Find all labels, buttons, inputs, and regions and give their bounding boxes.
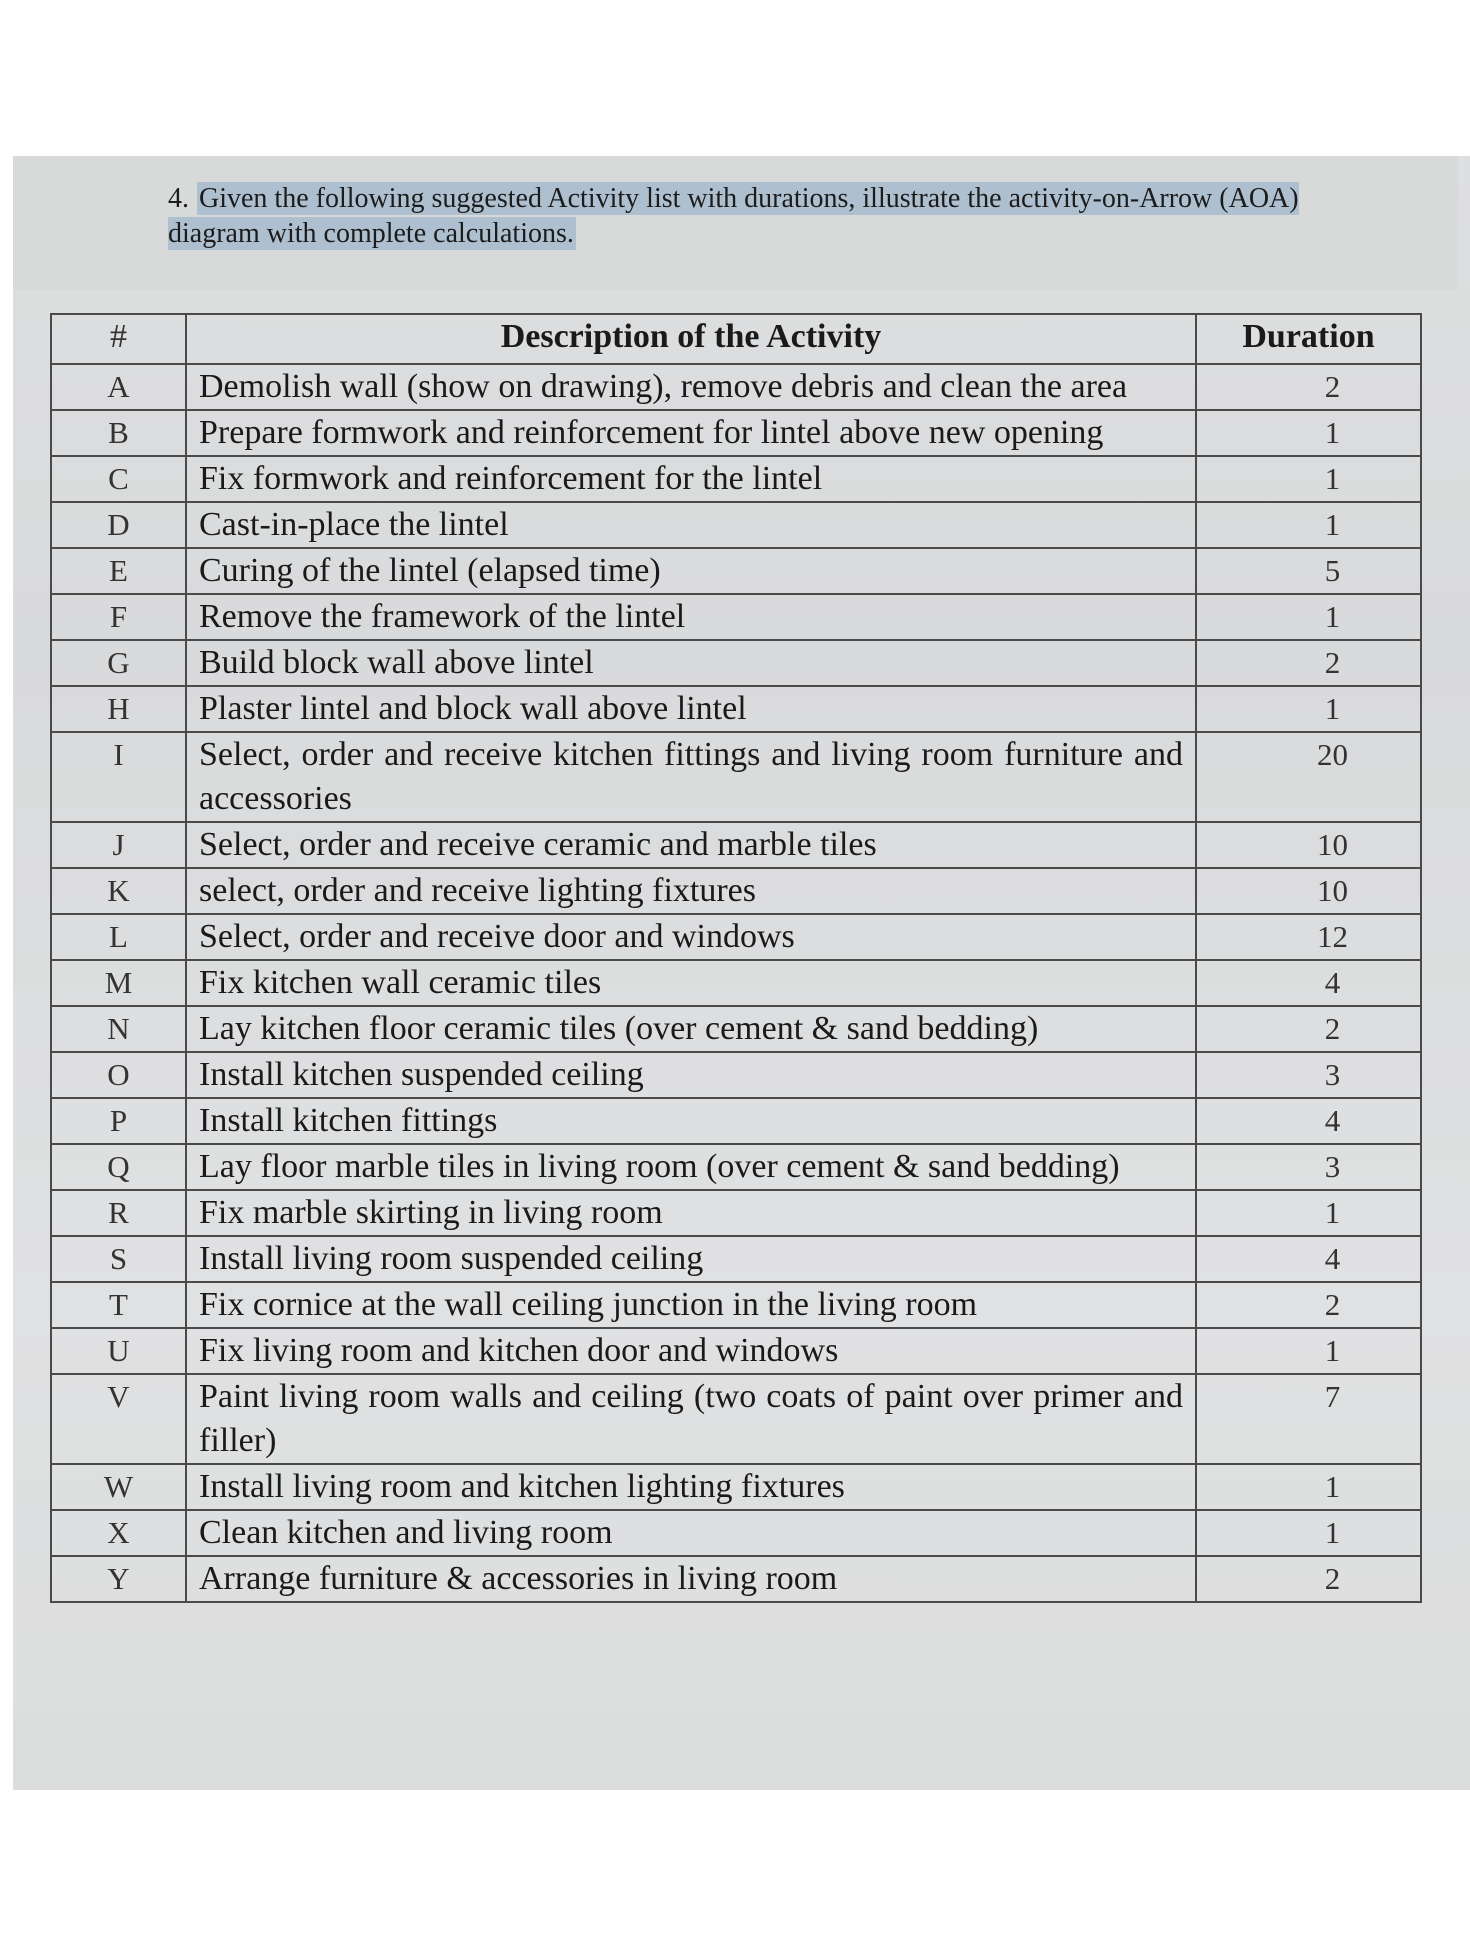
activity-id: T: [51, 1282, 186, 1328]
activity-description: Install kitchen fittings: [186, 1098, 1196, 1144]
activity-description: Fix living room and kitchen door and windows: [186, 1328, 1196, 1374]
activity-id: S: [51, 1236, 186, 1282]
activity-id: P: [51, 1098, 186, 1144]
activity-id: M: [51, 960, 186, 1006]
activity-duration: 2: [1196, 640, 1421, 686]
activity-duration: 2: [1196, 1282, 1421, 1328]
table-row: [51, 914, 1421, 960]
activity-rows: [51, 364, 1421, 1602]
activity-description: Clean kitchen and living room: [186, 1510, 1196, 1556]
activity-description: Fix formwork and reinforcement for the lintel: [186, 456, 1196, 502]
activity-duration: 20: [1196, 732, 1421, 822]
activity-description: Lay floor marble tiles in living room (over cement & sand bedding): [186, 1144, 1196, 1190]
question-number: 4.: [168, 183, 189, 214]
activity-description: Prepare formwork and reinforcement for lintel above new opening: [186, 410, 1196, 456]
activity-duration: 1: [1196, 594, 1421, 640]
activity-duration: 5: [1196, 548, 1421, 594]
activity-id: Y: [51, 1556, 186, 1602]
activity-description: Fix kitchen wall ceramic tiles: [186, 960, 1196, 1006]
activity-duration: 1: [1196, 1328, 1421, 1374]
activity-duration: 1: [1196, 1464, 1421, 1510]
table-row: [51, 822, 1421, 868]
table-row: [51, 1510, 1421, 1556]
table-row: [51, 1144, 1421, 1190]
activity-description: Curing of the lintel (elapsed time): [186, 548, 1196, 594]
activity-duration: 10: [1196, 868, 1421, 914]
activity-description: Cast-in-place the lintel: [186, 502, 1196, 548]
table-row: [51, 1006, 1421, 1052]
activity-duration: 10: [1196, 822, 1421, 868]
activity-id: C: [51, 456, 186, 502]
activity-id: G: [51, 640, 186, 686]
table-row: [51, 1236, 1421, 1282]
activity-description: Build block wall above lintel: [186, 640, 1196, 686]
activity-description: Remove the framework of the lintel: [186, 594, 1196, 640]
question-prompt: Given the following suggested Activity list with durations, illustrate the activity-on-Arrow (AOA) diagram with complete calculations.: [168, 183, 1299, 249]
activity-duration: 2: [1196, 1006, 1421, 1052]
activity-description: Install kitchen suspended ceiling: [186, 1052, 1196, 1098]
activity-description: Fix marble skirting in living room: [186, 1190, 1196, 1236]
activity-duration: 2: [1196, 364, 1421, 410]
activity-duration: 3: [1196, 1052, 1421, 1098]
activity-duration: 4: [1196, 960, 1421, 1006]
header-id: #: [51, 314, 186, 364]
activity-description: Install living room and kitchen lighting fixtures: [186, 1464, 1196, 1510]
table-row: [51, 502, 1421, 548]
activity-description: Fix cornice at the wall ceiling junction in the living room: [186, 1282, 1196, 1328]
table-row: [51, 1052, 1421, 1098]
table-row: [51, 960, 1421, 1006]
table-row: [51, 1556, 1421, 1602]
activity-description: Plaster lintel and block wall above lintel: [186, 686, 1196, 732]
activity-duration: 1: [1196, 1510, 1421, 1556]
activity-id: E: [51, 548, 186, 594]
activity-description: select, order and receive lighting fixtures: [186, 868, 1196, 914]
activity-id: H: [51, 686, 186, 732]
activity-duration: 1: [1196, 502, 1421, 548]
activity-id: N: [51, 1006, 186, 1052]
activity-id: L: [51, 914, 186, 960]
activity-duration: 1: [1196, 410, 1421, 456]
table-row: [51, 548, 1421, 594]
activity-description: Install living room suspended ceiling: [186, 1236, 1196, 1282]
table-row: [51, 1282, 1421, 1328]
table-row: [51, 1190, 1421, 1236]
header-duration: Duration: [1196, 314, 1421, 364]
activity-description: Lay kitchen floor ceramic tiles (over cement & sand bedding): [186, 1006, 1196, 1052]
header-description: Description of the Activity: [186, 314, 1196, 364]
activity-duration: 1: [1196, 1190, 1421, 1236]
activity-duration: 3: [1196, 1144, 1421, 1190]
activity-table: [50, 313, 1422, 1603]
activity-duration: 7: [1196, 1374, 1421, 1464]
question-text: [168, 181, 1338, 251]
activity-id: X: [51, 1510, 186, 1556]
table-row: [51, 594, 1421, 640]
activity-id: R: [51, 1190, 186, 1236]
activity-description: Demolish wall (show on drawing), remove debris and clean the area: [186, 364, 1196, 410]
activity-id: W: [51, 1464, 186, 1510]
table-row: [51, 732, 1421, 822]
activity-id: Q: [51, 1144, 186, 1190]
table-row: [51, 686, 1421, 732]
table-header-row: [51, 314, 1421, 364]
activity-description: Select, order and receive ceramic and marble tiles: [186, 822, 1196, 868]
activity-id: O: [51, 1052, 186, 1098]
activity-id: F: [51, 594, 186, 640]
activity-description: Select, order and receive door and windows: [186, 914, 1196, 960]
activity-description: Paint living room walls and ceiling (two coats of paint over primer and filler): [186, 1374, 1196, 1464]
activity-duration: 1: [1196, 456, 1421, 502]
activity-duration: 2: [1196, 1556, 1421, 1602]
table-row: [51, 1374, 1421, 1464]
activity-id: A: [51, 364, 186, 410]
activity-id: J: [51, 822, 186, 868]
activity-id: I: [51, 732, 186, 822]
activity-id: B: [51, 410, 186, 456]
activity-id: U: [51, 1328, 186, 1374]
table-row: [51, 1098, 1421, 1144]
activity-description: Arrange furniture & accessories in living room: [186, 1556, 1196, 1602]
table-row: [51, 1328, 1421, 1374]
activity-id: D: [51, 502, 186, 548]
table-row: [51, 868, 1421, 914]
activity-duration: 1: [1196, 686, 1421, 732]
table-row: [51, 364, 1421, 410]
activity-id: V: [51, 1374, 186, 1464]
table-row: [51, 1464, 1421, 1510]
table-row: [51, 410, 1421, 456]
activity-duration: 12: [1196, 914, 1421, 960]
activity-id: K: [51, 868, 186, 914]
activity-description: Select, order and receive kitchen fittings and living room furniture and accessories: [186, 732, 1196, 822]
table-row: [51, 456, 1421, 502]
activity-duration: 4: [1196, 1098, 1421, 1144]
activity-duration: 4: [1196, 1236, 1421, 1282]
table-row: [51, 640, 1421, 686]
